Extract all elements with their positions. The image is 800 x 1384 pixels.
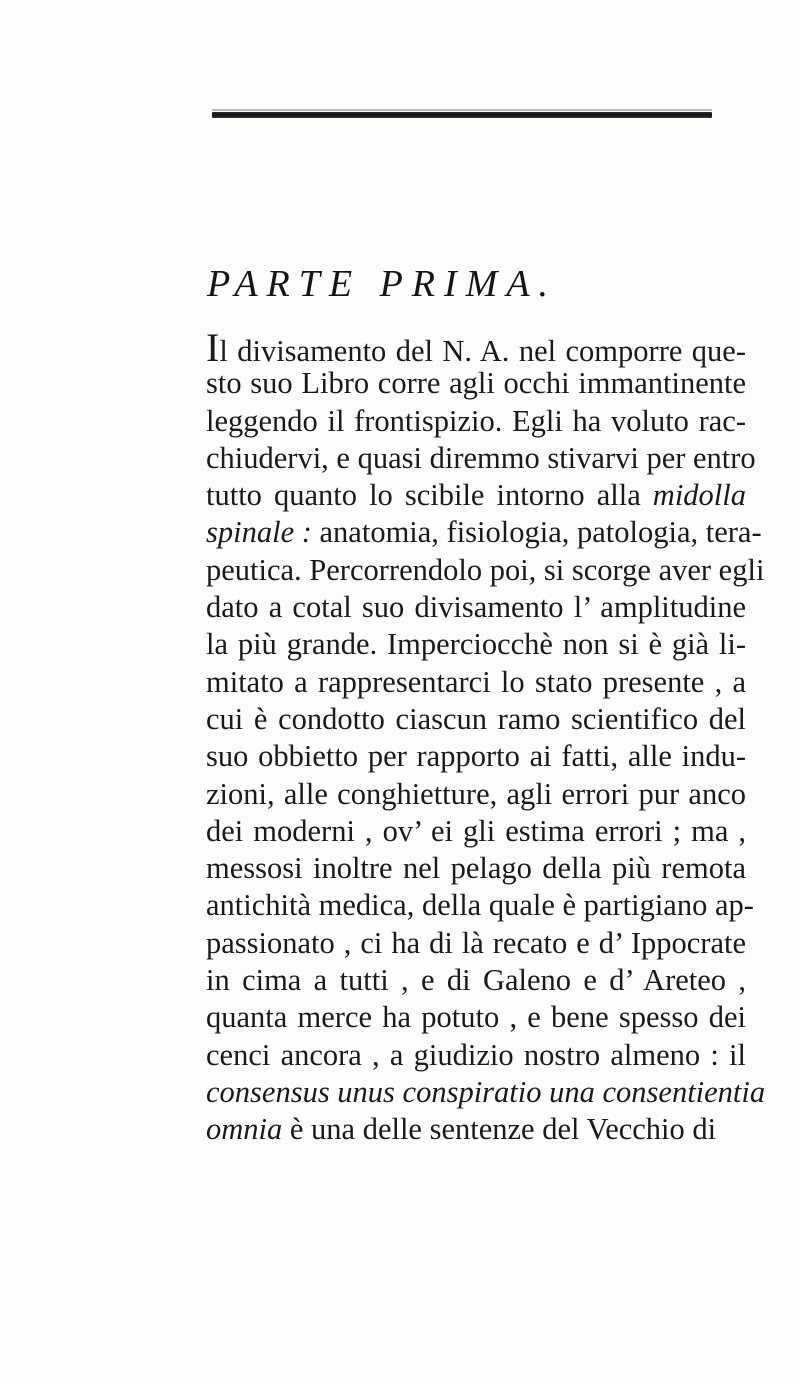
- text-line: [206, 440, 756, 477]
- text-run: zioni, alle conghietture, agli errori pur anco: [206, 776, 746, 811]
- text-line: [206, 477, 746, 514]
- text-line: [206, 325, 746, 370]
- section-heading: PARTE PRIMA.: [207, 263, 558, 305]
- body-paragraph: [206, 325, 766, 1149]
- text-run: anatomia, fisiologia, patologia, tera-: [311, 515, 762, 550]
- header-rule: [212, 112, 712, 118]
- text-line: [206, 589, 746, 626]
- text-line: [206, 850, 746, 887]
- text-run: passionato , ci ha di là recato e d’ Ippocrate: [206, 925, 746, 960]
- text-line: [206, 813, 746, 850]
- text-run: in cima a tutti , e di Galeno e d’ Areteo ,: [206, 963, 746, 998]
- text-run: dei moderni , ov’ ei gli estima errori ; ma ,: [206, 813, 746, 848]
- text-line: [206, 1037, 746, 1074]
- text-line: [206, 403, 746, 440]
- text-run: l divisamento del N. A. nel comporre que-: [219, 334, 746, 368]
- text-run: suo obbietto per rapporto ai fatti, alle indu-: [206, 739, 746, 774]
- text-run: quanta merce ha potuto , e bene spesso dei: [206, 1000, 746, 1035]
- text-run: dato a cotal suo divisamento l’ amplitudine: [206, 590, 746, 625]
- text-line: [206, 626, 746, 663]
- text-run: chiudervi, e quasi diremmo stivarvi per entro: [206, 440, 756, 475]
- text-run: tutto quanto lo scibile intorno alla: [206, 478, 653, 513]
- text-run: peutica. Percorrendolo poi, si scorge aver egli: [206, 552, 765, 587]
- text-line: [206, 365, 746, 402]
- text-run: messosi inoltre nel pelago della più remota: [206, 851, 746, 886]
- text-line: [206, 962, 746, 999]
- text-run: antichità medica, della quale è partigiano ap-: [206, 888, 754, 923]
- text-run: cenci ancora , a giudizio nostro almeno : il: [206, 1037, 746, 1072]
- text-line: [206, 776, 746, 813]
- text-line: [206, 664, 746, 701]
- drop-cap: I: [206, 325, 220, 370]
- text-line: [206, 514, 762, 551]
- text-line: [206, 887, 754, 924]
- text-line: [206, 738, 746, 775]
- text-run: sto suo Libro corre agli occhi immantinente: [206, 366, 746, 401]
- italic-text: omnia: [206, 1112, 283, 1147]
- italic-text: consensus unus conspiratio una consentientia: [206, 1074, 766, 1109]
- text-run: è una delle sentenze del Vecchio di: [282, 1112, 717, 1147]
- italic-text: spinale :: [206, 515, 312, 550]
- text-run: leggendo il frontispizio. Egli ha voluto rac-: [206, 403, 746, 438]
- text-line: [206, 925, 746, 962]
- text-run: mitato a rappresentarci lo stato presente , a: [206, 664, 746, 699]
- text-line: [206, 552, 765, 589]
- text-line: [206, 1074, 766, 1111]
- text-run: cui è condotto ciascun ramo scientifico del: [206, 701, 746, 736]
- italic-text: midolla: [652, 478, 746, 513]
- text-line: [206, 999, 746, 1036]
- text-line: [206, 701, 746, 738]
- text-line: [206, 1111, 746, 1148]
- text-run: la più grande. Imperciocchè non si è già li-: [206, 627, 746, 662]
